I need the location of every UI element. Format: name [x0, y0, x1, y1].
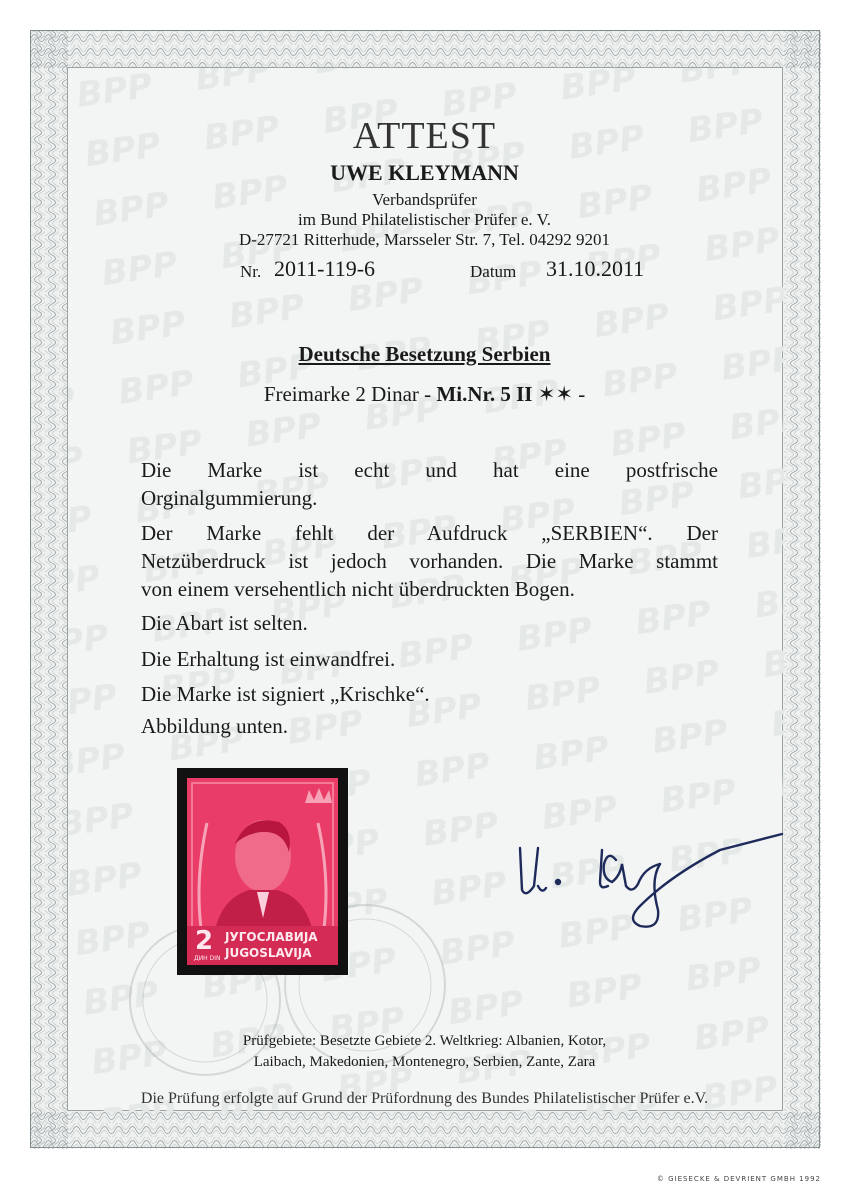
catalog-number: Mi.Nr. 5 II [436, 382, 533, 406]
examiner-name: UWE KLEYMANN [330, 160, 519, 185]
examiner-role: Verbandsprüfer [372, 190, 477, 209]
stamp-photo [177, 768, 348, 975]
description-suffix: - [572, 382, 586, 406]
paragraph-line: Die Marke ist echt und hat eine postfrische [141, 458, 718, 482]
nr-value: 2011-119-6 [274, 256, 376, 281]
datum-label: Datum [470, 262, 517, 281]
certificate-title: ATTEST [352, 115, 497, 157]
paragraph-line: von einem versehentlich nicht überdruckten Bogen. [141, 577, 575, 601]
examiner-address: D-27721 Ritterhude, Marsseler Str. 7, Tel. 04292 9201 [238, 230, 611, 249]
datum-value: 31.10.2011 [546, 256, 645, 281]
paragraph-line: Die Abart ist selten. [141, 611, 308, 635]
stamp-denomination: 2 [195, 926, 214, 956]
stamp-currency: ДИН DIN [194, 955, 221, 962]
description-prefix: Freimarke 2 Dinar - [263, 382, 437, 406]
association: im Bund Philatelistischer Prüfer e. V. [298, 210, 551, 229]
stamp-country-cyrillic: ЈУГОСЛАВИЈА [225, 930, 318, 944]
stamp-country-latin: JUGOSLAVIJA [225, 946, 312, 960]
paragraph-line: Die Erhaltung ist einwandfrei. [141, 647, 396, 671]
exam-areas-line2: Laibach, Makedonien, Montenegro, Serbien, Zante, Zara [253, 1054, 596, 1070]
stamp [187, 778, 338, 965]
paragraph-line: Abbildung unten. [141, 714, 288, 738]
mint-stars: ✶✶ [537, 382, 573, 406]
stamp-description [0, 382, 849, 407]
footer-note: Die Prüfung erfolgte auf Grund der Prüfordnung des Bundes Philatelistischer Prüfer e.V. [140, 1090, 709, 1107]
paragraph-line: Netzüberdruck ist jedoch vorhanden. Die Marke stammt [141, 549, 718, 573]
exam-areas-line1: Prüfgebiete: Besetzte Gebiete 2. Weltkrieg: Albanien, Kotor, [242, 1033, 607, 1049]
paragraph-line: Orginalgummierung. [141, 486, 318, 510]
paragraph-line: Die Marke ist signiert „Krischke“. [141, 682, 430, 706]
nr-label: Nr. [240, 262, 262, 281]
printer-mark: © GIESECKE & DEVRIENT GMBH 1992 [656, 1175, 821, 1183]
paragraph-line: Der Marke fehlt der Aufdruck „SERBIEN“. Der [141, 521, 718, 545]
subject-heading: Deutsche Besetzung Serbien [298, 342, 551, 366]
examiner-signature [500, 820, 800, 930]
